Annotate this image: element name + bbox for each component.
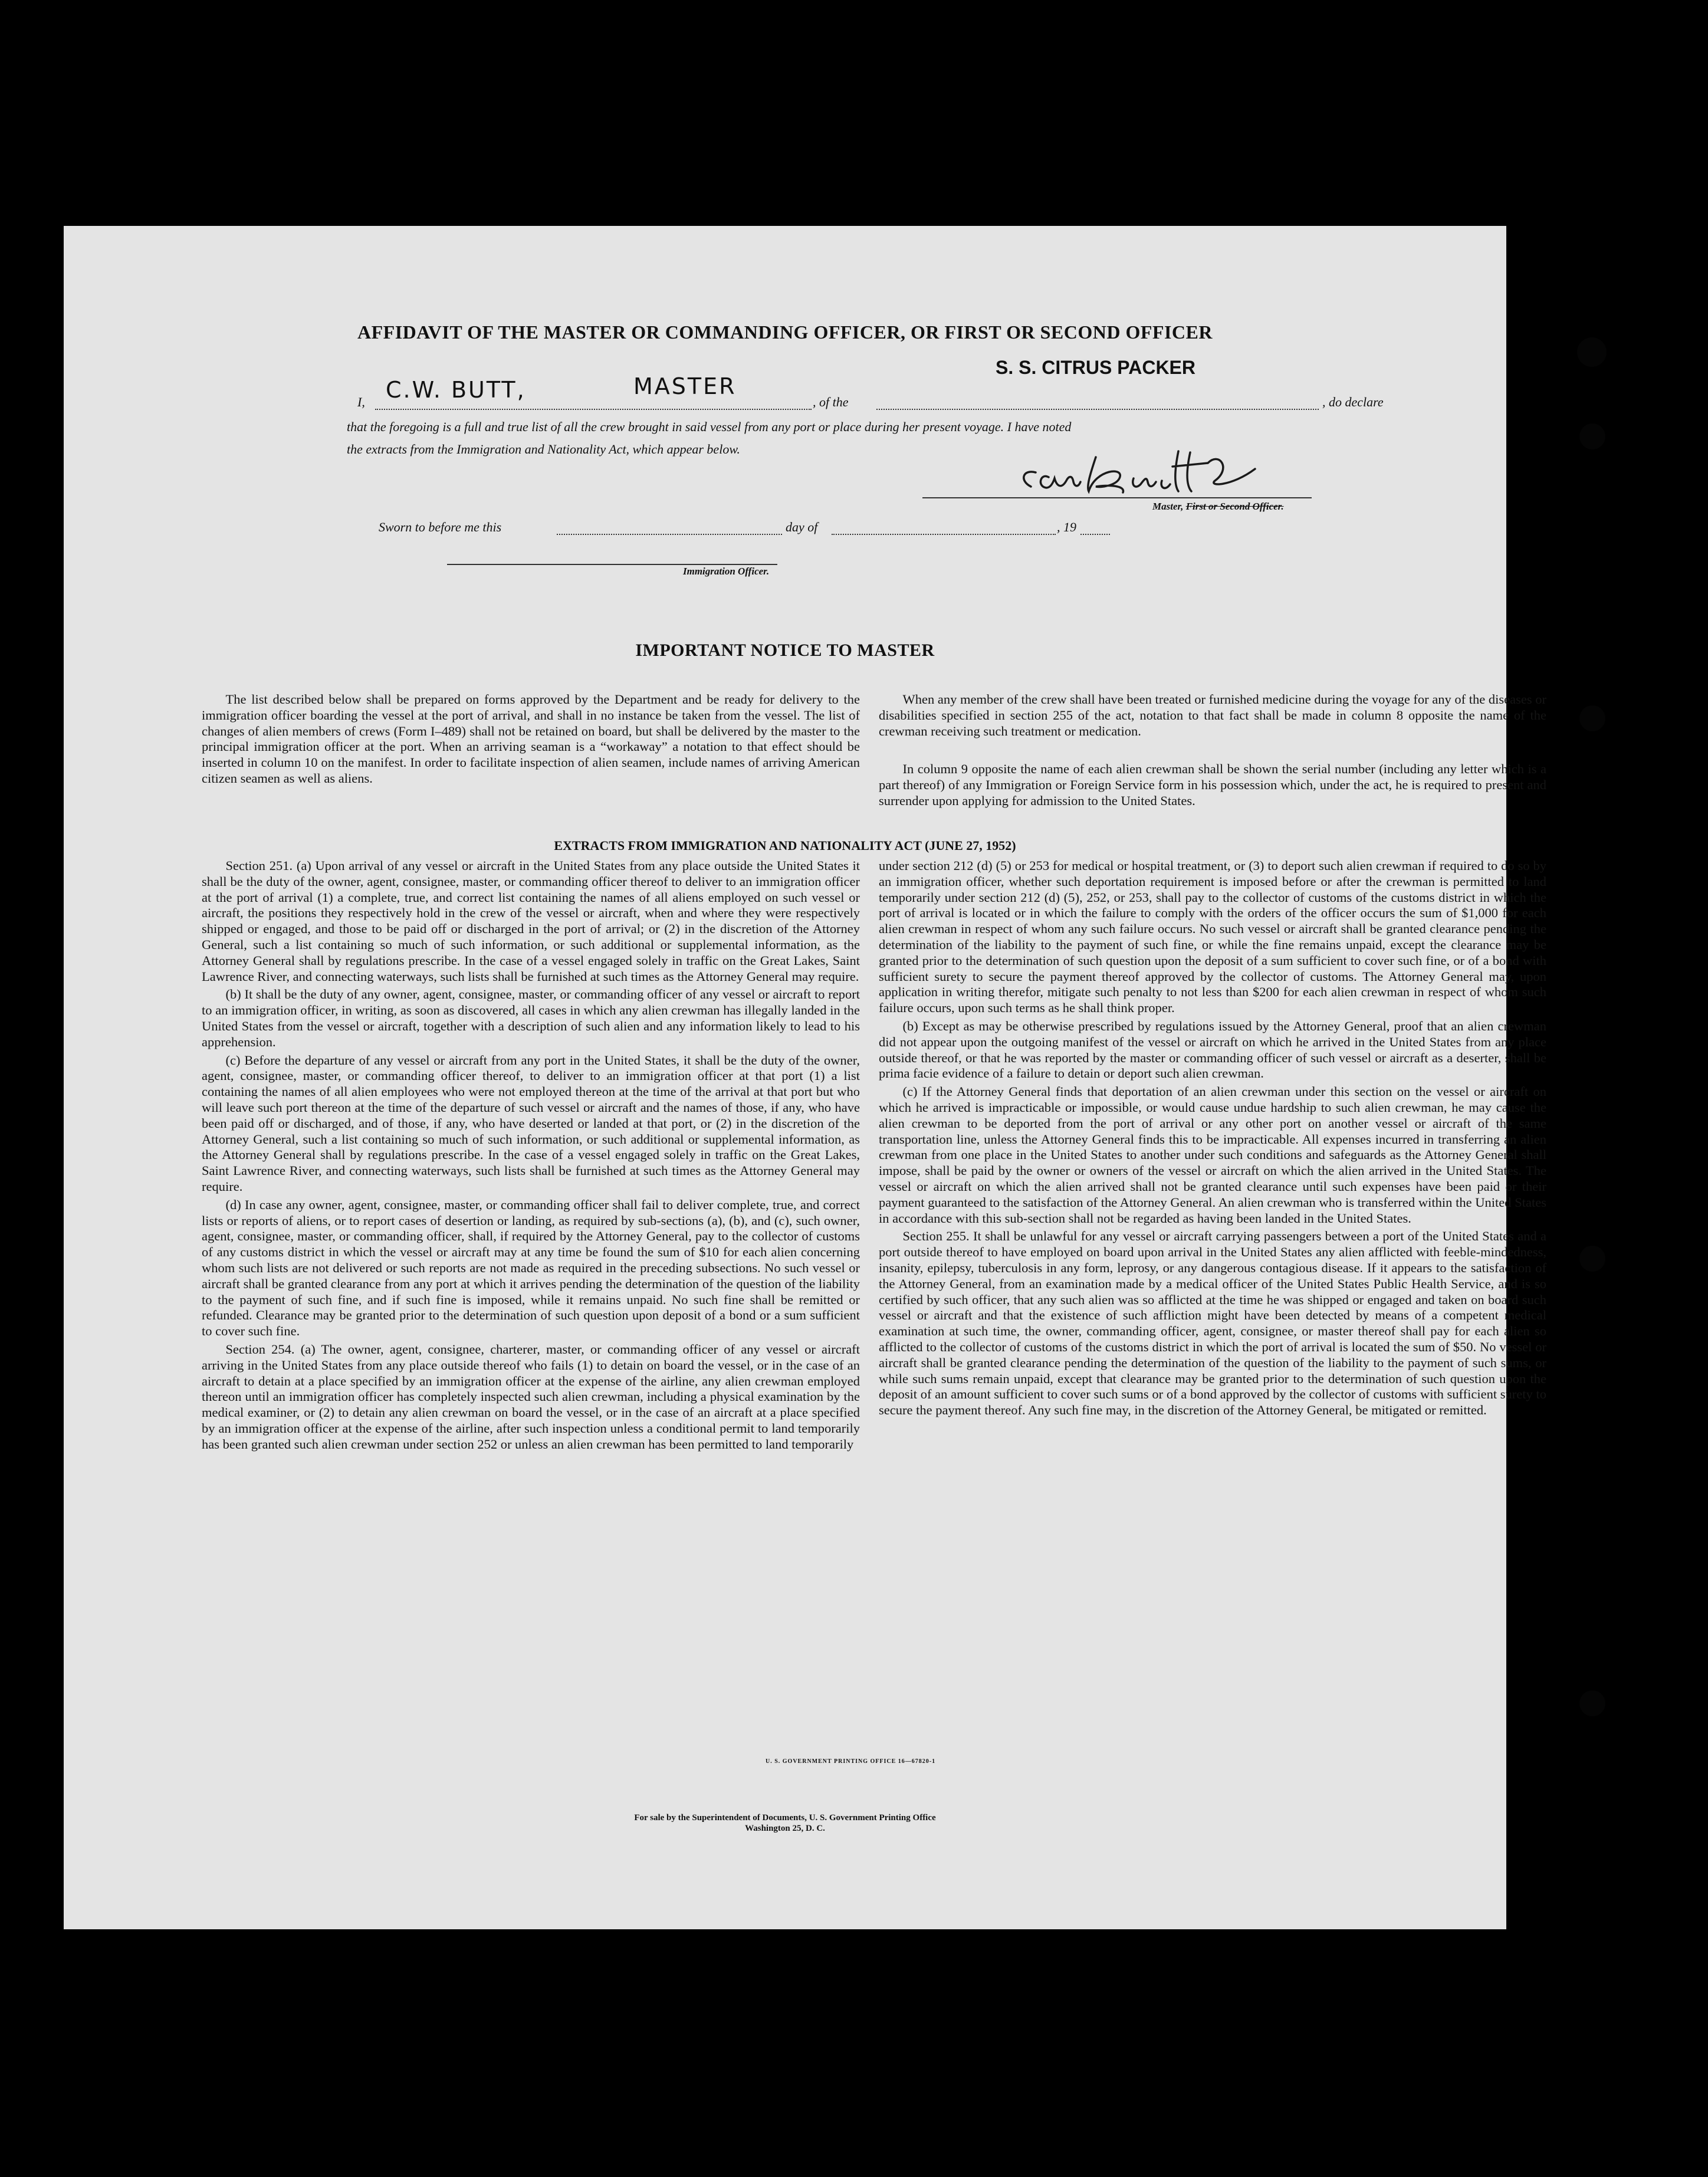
handwritten-rank: MASTER bbox=[633, 373, 737, 399]
immigration-officer-line bbox=[447, 564, 777, 565]
sworn-prefix: Sworn to before me this bbox=[379, 520, 502, 534]
binder-hole bbox=[1579, 423, 1605, 449]
sworn-year: , 19 bbox=[1057, 520, 1076, 534]
sworn-day-of: day of bbox=[786, 520, 818, 534]
affidavit-title: AFFIDAVIT OF THE MASTER OR COMMANDING OFFICER, OR FIRST OR SECOND OFFICER bbox=[357, 321, 1213, 343]
caption-struck: First or Second Officer. bbox=[1185, 501, 1284, 512]
printer-line: U. S. GOVERNMENT PRINTING OFFICE 16—67820-1 bbox=[766, 1758, 936, 1765]
declaration-line-1: that the foregoing is a full and true list of all the crew brought in said vessel from any port or place during her present voyage. I have noted bbox=[347, 419, 1072, 434]
master-signature bbox=[1007, 445, 1314, 502]
notice-right-paragraph-1: When any member of the crew shall have been treated or furnished medicine during the voyage for any of the diseases or disabilities specified in section 255 of the act, notation to that fact shall be made in column 8 opposite the name of the crewman receiving such treatment or medication. bbox=[879, 692, 1546, 738]
section-255: Section 255. It shall be unlawful for any vessel or aircraft carrying passengers between a port of the United States and a port outside thereof to have employed on board upon arrival in the United States any alien afflicted with feeble-mindedness, insanity, epilepsy, tuberculosis in any form, leprosy, or any dangerous contagious disease. If it appears to the satisfaction of the Attorney General, from an examination made by a medical officer of the United States Public Health Service, and is so certified by such officer, that any such alien was so afflicted at the time he was shipped or engaged and taken on board such vessel or aircraft and that the existence of such affliction might have been detected by means of a competent medical examination at such time, the owner, commanding officer, agent, consignee, or master thereof shall pay for each alien so afflicted to the collector of customs of the customs district in which the port of arrival is located the sum of $50. No vessel or aircraft shall be granted clearance pending the determination of the question of the liability to the payment of such sums, or while such sums remain unpaid, except that clearance may be granted prior to the determination of such question upon the deposit of an amount sufficient to cover such sums or of a bond approved by the collector of customs with sufficient surety to secure the payment thereof. Any such fine may, in the discretion of the Attorney General, be mitigated or remitted. bbox=[879, 1229, 1546, 1418]
signature-line bbox=[922, 497, 1312, 498]
extracts-left-column bbox=[202, 858, 860, 1452]
notice-left-paragraph: The list described below shall be prepared on forms approved by the Department and be ready for delivery to the immigration officer boarding the vessel at the port of arrival, and shall in no instance be taken from the vessel. The list of changes of alien members of crews (Form I–489) shall not be retained on board, but shall be delivered by the master to the principal immigration officer at the port. When an arriving seaman is a “workaway” a notation to that effect should be inserted in column 10 on the manifest. In order to facilitate inspection of alien seamen, include names of arriving American citizen seamen as well as aliens. bbox=[202, 692, 860, 786]
section-254-a: Section 254. (a) The owner, agent, consignee, charterer, master, or commanding officer of any vessel or aircraft arriving in the United States from any place outside thereof who fails (1) to detain on board the vessel, or in the case of an aircraft to detain at a place specified by an immigration officer at the expense of the airline, any alien crewman employed thereon until an immigration officer has completely inspected such alien crewman, including a physical examination by the medical examiner, or (2) to detain any alien crewman on board the vessel, or in the case of an aircraft at a place specified by an immigration officer at the expense of the airline, after such inspection unless a conditional permit to land temporarily has been granted such alien crewman under section 252 or unless an alien crewman has been permitted to land temporarily bbox=[202, 1341, 860, 1452]
footer-line-1: For sale by the Superintendent of Documents, U. S. Government Printing Office bbox=[634, 1813, 936, 1823]
handwritten-name: C.W. BUTT, bbox=[386, 377, 526, 403]
section-251-a: Section 251. (a) Upon arrival of any vessel or aircraft in the United States from any place outside the United States it shall be the duty of the owner, agent, consignee, master, or commanding officer thereof to deliver to an immigration officer at the port of arrival (1) a complete, true, and correct list containing the names of all aliens employed on such vessel or aircraft, the positions they respectively hold in the crew of the vessel or aircraft, when and where they were respectively shipped or engaged, and those to be paid off or discharged in the port of arrival; or (2) in the discretion of the Attorney General, such a list containing so much of such information, or such additional or supplemental information, as the Attorney General shall by regulations prescribe. In the case of a vessel engaged solely in traffic on the Great Lakes, Saint Lawrence River, and connecting waterways, such lists shall be furnished at such times as the Attorney General may require. bbox=[202, 858, 860, 984]
declaration-line-2: the extracts from the Immigration and Nationality Act, which appear below. bbox=[347, 442, 740, 457]
section-251-d: (d) In case any owner, agent, consignee, master, or commanding officer shall fail to deliver complete, true, and correct lists or reports of aliens, or to report cases of desertion or landing, as required by sub-sections (a), (b), and (c), such owner, agent, consignee, master, or commanding officer, shall, if required by the Attorney General, pay to the collector of customs of any customs district in which the vessel or aircraft may at any time be found the sum of $10 for each alien concerning whom such lists are not delivered or such reports are not made as required in the preceding subsections. No such vessel or aircraft shall be granted clearance from any port at which it arrives pending the determination of the question of the liability to the payment of such fine, and if such fine is imposed, while it remains unpaid. No such fine shall be remitted or refunded. Clearance may be granted prior to the determination of such question upon deposit of a bond or a sum sufficient to cover such fine. bbox=[202, 1197, 860, 1339]
signature-caption bbox=[1152, 501, 1284, 513]
line1-suffix: , do declare bbox=[1322, 395, 1384, 409]
immigration-officer-caption: Immigration Officer. bbox=[683, 566, 770, 577]
sworn-date-line bbox=[557, 534, 782, 535]
notice-title: IMPORTANT NOTICE TO MASTER bbox=[635, 641, 935, 660]
sworn-year-line bbox=[1080, 534, 1110, 535]
document-page bbox=[64, 226, 1546, 1929]
vessel-name-stamp: S. S. CITRUS PACKER bbox=[996, 357, 1195, 378]
vessel-blank-line bbox=[876, 409, 1319, 410]
section-251-c: (c) Before the departure of any vessel or aircraft from any port in the United States, it shall be the duty of the owner, agent, consignee, master, or commanding officer thereof, to deliver to an immigration officer at that port (1) a list containing the names of all alien employees who were not employed thereon at the time of the arrival at that port but who will leave such port thereon at the time of the departure of such vessel or aircraft and the names of those, if any, who have been paid off or discharged, and of those, if any, who have deserted or landed at that port, or (2) in the discretion of the Attorney General, such a list containing so much of such information, or such additional or supplemental information, as the Attorney General shall by regulations prescribe. In the case of a vessel engaged solely in traffic on the Great Lakes, Saint Lawrence River, and connecting waterways, such lists shall be furnished at such times as the Attorney General may require. bbox=[202, 1052, 860, 1194]
line1-of-the: , of the bbox=[813, 395, 849, 409]
binder-hole bbox=[1579, 1690, 1605, 1716]
footer bbox=[64, 1812, 1506, 1834]
name-blank-line bbox=[375, 409, 812, 410]
section-254-b: (b) Except as may be otherwise prescribed by regulations issued by the Attorney General, proof that an alien crewman did not appear upon the outgoing manifest of the vessel or aircraft on which he arrived in the United States from any place outside thereof, or that he was reported by the master or commanding officer of such vessel or aircraft as a deserter, shall be prima facie evidence of a failure to detain or deport such alien crewman. bbox=[879, 1018, 1546, 1081]
extracts-title: EXTRACTS FROM IMMIGRATION AND NATIONALITY ACT (JUNE 27, 1952) bbox=[554, 838, 1016, 853]
caption-master: Master, bbox=[1152, 501, 1184, 512]
sworn-month-line bbox=[832, 534, 1056, 535]
notice-right-paragraph-2: In column 9 opposite the name of each alien crewman shall be shown the serial number (including any letter which is a part thereof) of any Immigration or Foreign Service form in his possession which, under the act, he is required to present and surrender upon applying for admission to the United States. bbox=[879, 761, 1546, 808]
footer-line-2: Washington 25, D. C. bbox=[745, 1824, 825, 1833]
section-254-c: (c) If the Attorney General finds that deportation of an alien crewman under this section on the vessel or aircraft on which he arrived is impracticable or impossible, or would cause undue hardship to such alien crewman, he may cause the alien crewman to be deported from the port of arrival or any other port on another vessel or aircraft of the same transportation line, unless the Attorney General finds this to be impracticable. All expenses incurred in transferring an alien crewman from one place in the United States to another under such conditions and safeguards as the Attorney General shall impose, shall be paid by the owner or owners of the vessel or aircraft on which the alien arrived in the United States. The vessel or aircraft on which the alien arrived shall not be granted clearance until such expenses have been paid or their payment guaranteed to the satisfaction of the Attorney General. An alien crewman who is transferred within the United States in accordance with this sub-section shall not be regarded as having been landed in the United States. bbox=[879, 1084, 1546, 1226]
extracts-right-column bbox=[879, 858, 1546, 1419]
line1-prefix: I, bbox=[357, 395, 365, 409]
binder-hole bbox=[1579, 1246, 1605, 1272]
section-251-b: (b) It shall be the duty of any owner, agent, consignee, master, or commanding officer of any vessel or aircraft to report to an immigration officer, in writing, as soon as discovered, all cases in which any alien crewman has illegally landed in the United States from the vessel or aircraft, together with a description of such alien and any information likely to lead to his apprehension. bbox=[202, 987, 860, 1049]
section-254-a-cont: under section 212 (d) (5) or 253 for medical or hospital treatment, or (3) to deport such alien crewman if required to do so by an immigration officer, whether such deportation requirement is imposed before or after the crewman is permitted to land temporarily under section 212 (d) (5), 252, or 253, shall pay to the collector of customs of the customs district in which the port of arrival is located or in which the failure to comply with the orders of the officer occurs the sum of $1,000 for each alien crewman in respect of whom any such failure occurs. No such vessel or aircraft shall be granted clearance pending the determination of the liability to the payment of such fine, or while the fine remains unpaid, except the clearance may be granted prior to the determination of such question upon the deposit of a sum sufficient to cover such fine, or of a bond with sufficient surety to secure the payment thereof approved by the collector of customs. The Attorney General may, upon application in writing therefor, mitigate such penalty to not less than $200 for each alien crewman in respect of whom such failure occurs, upon such terms as he shall think proper. bbox=[879, 858, 1546, 1016]
binder-hole bbox=[1579, 705, 1605, 731]
binder-hole bbox=[1577, 337, 1607, 367]
